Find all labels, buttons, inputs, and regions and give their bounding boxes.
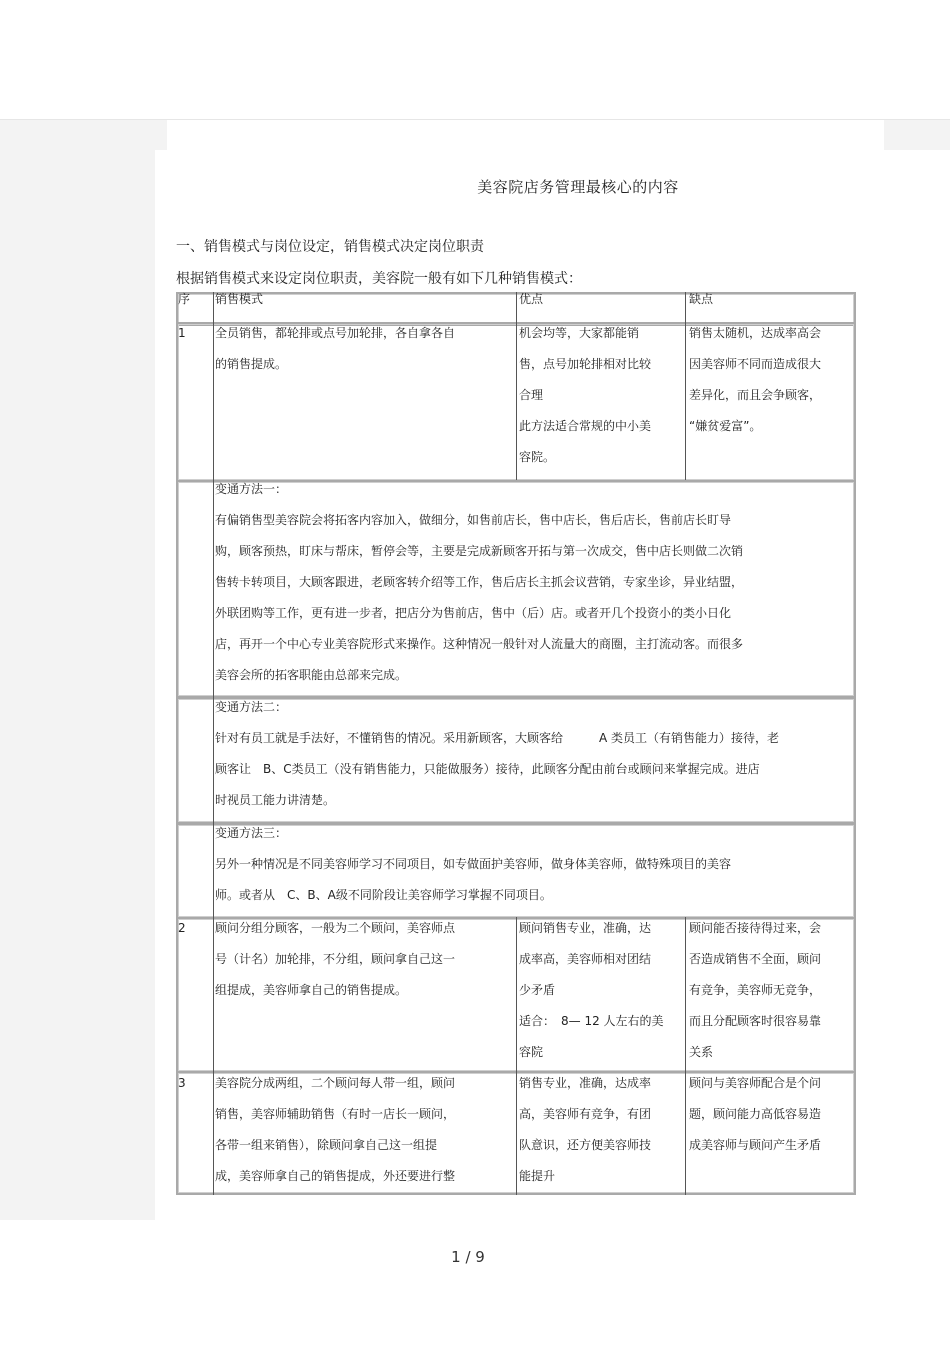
text-line: 差异化，而且会争顾客， bbox=[689, 388, 822, 402]
document-title: 美容院店务管理最核心的内容 bbox=[477, 178, 679, 196]
text-line: 顾客让 B、C类员工（没有销售能力，只能做服务）接待，此顾客分配由前台或顾问来掌握完成。进店 bbox=[215, 762, 760, 776]
variant-1-text bbox=[215, 474, 743, 691]
text-line: 变通方法二： bbox=[215, 700, 288, 714]
row-3-pros-cell bbox=[519, 1068, 651, 1192]
row-2-pros-cell bbox=[519, 913, 664, 1068]
text-line: 成，美容师拿自己的销售提成，外还要进行整 bbox=[215, 1169, 456, 1183]
column-divider bbox=[213, 292, 214, 326]
column-divider bbox=[213, 322, 214, 482]
text-line: 销售，美容师辅助销售（有时一店长一顾问， bbox=[215, 1107, 456, 1121]
row-2-cons-cell bbox=[689, 913, 821, 1068]
text-line: 店，再开一个中心专业美容院形式来操作。这种情况一般针对人流量大的商圈，主打流动客。而很多 bbox=[215, 637, 744, 651]
text-line: 队意识，还方便美容师技 bbox=[519, 1138, 652, 1152]
column-divider bbox=[516, 322, 517, 482]
row-1-no: 1 bbox=[178, 326, 186, 340]
text-line: 时视员工能力讲清楚。 bbox=[215, 793, 336, 807]
text-line: 有竞争，美容师无竞争， bbox=[689, 983, 822, 997]
header-cons: 缺点 bbox=[689, 292, 714, 306]
text-line: 少矛盾 bbox=[519, 983, 556, 997]
text-line: 成美容师与顾问产生矛盾 bbox=[689, 1138, 822, 1152]
column-divider bbox=[213, 917, 214, 1073]
text-line: 容院 bbox=[519, 1045, 544, 1059]
column-divider bbox=[685, 1071, 686, 1195]
text-line: 全员销售，都轮排或点号加轮排，各自拿各自 bbox=[215, 326, 456, 340]
row-3-mode-cell bbox=[215, 1068, 455, 1192]
text-line: 关系 bbox=[689, 1045, 714, 1059]
text-line: 各带一组来销售），除顾问拿自己这一组提 bbox=[215, 1138, 438, 1152]
variant-3-text bbox=[215, 818, 731, 911]
text-line: 因美容师不同而造成很大 bbox=[689, 357, 822, 371]
column-divider bbox=[213, 1071, 214, 1195]
text-line: 而且分配顾客时很容易靠 bbox=[689, 1014, 822, 1028]
column-divider bbox=[516, 1071, 517, 1195]
text-line: 成率高，美容师相对团结 bbox=[519, 952, 652, 966]
text-line: 美容院分成两组，二个顾问每人带一组，顾问 bbox=[215, 1076, 456, 1090]
header-pros: 优点 bbox=[519, 292, 544, 306]
text-line: “嫌贫爱富”。 bbox=[689, 419, 762, 433]
text-line: 购，顾客预热，盯床与帮床，暂停会等，主要是完成新顾客开拓与第一次成交，售中店长则做二次销 bbox=[215, 544, 744, 558]
column-divider bbox=[213, 697, 214, 824]
column-divider bbox=[213, 480, 214, 698]
text-line: 师。或者从 C、B、A级不同阶段让美容师学习掌握不同项目。 bbox=[215, 888, 552, 902]
text-line: 题，顾问能力高低容易造 bbox=[689, 1107, 822, 1121]
row-2-mode-cell bbox=[215, 913, 455, 1006]
intro-paragraph: 根据销售模式来设定岗位职责，美容院一般有如下几种销售模式： bbox=[176, 271, 582, 287]
text-line: 另外一种情况是不同美容师学习不同项目，如专做面护美容师，做身体美容师，做特殊项目的美容 bbox=[215, 857, 732, 871]
text-line: 能提升 bbox=[519, 1169, 556, 1183]
column-divider bbox=[516, 292, 517, 326]
header-mode: 销售模式 bbox=[215, 292, 264, 306]
text-line: 变通方法三： bbox=[215, 826, 288, 840]
viewer-right-margin bbox=[884, 120, 950, 150]
text-line: 合理 bbox=[519, 388, 544, 402]
text-line: 顾问销售专业，准确，达 bbox=[519, 921, 652, 935]
column-divider bbox=[685, 292, 686, 326]
text-line: 否造成销售不全面，顾问 bbox=[689, 952, 822, 966]
text-line: 顾问能否接待得过来，会 bbox=[689, 921, 822, 935]
column-divider bbox=[516, 917, 517, 1073]
text-line: 顾问分组分顾客，一般为二个顾问，美容师点 bbox=[215, 921, 456, 935]
text-line: 销售太随机，达成率高会 bbox=[689, 326, 822, 340]
column-divider bbox=[685, 322, 686, 482]
row-1-cons-cell bbox=[689, 318, 821, 442]
row-3-cons-cell bbox=[689, 1068, 821, 1161]
text-line: 适合： 8— 12 人左右的美 bbox=[519, 1014, 664, 1028]
text-line: 美容会所的拓客职能由总部来完成。 bbox=[215, 668, 408, 682]
text-line: 变通方法一： bbox=[215, 482, 288, 496]
row-3-no: 3 bbox=[178, 1076, 186, 1090]
text-line: 号（计名）加轮排，不分组，顾问拿自己这一 bbox=[215, 952, 456, 966]
text-line: 有偏销售型美容院会将拓客内容加入，做细分，如售前店长，售中店长，售后店长，售前店长盯导 bbox=[215, 513, 732, 527]
text-line: 顾问与美容师配合是个问 bbox=[689, 1076, 822, 1090]
text-line: 销售专业，准确，达成率 bbox=[519, 1076, 652, 1090]
variant-2-text bbox=[215, 692, 779, 816]
text-line: 组提成，美容师拿自己的销售提成。 bbox=[215, 983, 408, 997]
text-line: 此方法适合常规的中小美 bbox=[519, 419, 652, 433]
viewer-left-margin bbox=[0, 120, 155, 1220]
column-divider bbox=[685, 917, 686, 1073]
section-heading: 一、销售模式与岗位设定，销售模式决定岗位职责 bbox=[176, 239, 484, 255]
column-divider bbox=[213, 823, 214, 919]
row-2-no: 2 bbox=[178, 921, 186, 935]
text-line: 外联团购等工作，更有进一步者，把店分为售前店，售中（后）店。或者开几个投资小的类小日化 bbox=[215, 606, 732, 620]
text-line: 的销售提成。 bbox=[215, 357, 288, 371]
text-line: 售转卡转项目，大顾客跟进，老顾客转介绍等工作，售后店长主抓会议营销，专家坐诊，异业结盟， bbox=[215, 575, 744, 589]
row-1-mode-cell bbox=[215, 318, 455, 380]
viewer-left-margin-notch bbox=[155, 120, 167, 152]
text-line: 机会均等，大家都能销 bbox=[519, 326, 640, 340]
header-no: 序 bbox=[178, 292, 191, 306]
text-line: 针对有员工就是手法好，不懂销售的情况。采用新顾客，大顾客给 A 类员工（有销售能力）接待，老 bbox=[215, 731, 780, 745]
page-number: 1 / 9 bbox=[451, 1248, 485, 1266]
text-line: 售，点号加轮排相对比较 bbox=[519, 357, 652, 371]
text-line: 高，美容师有竞争，有团 bbox=[519, 1107, 652, 1121]
text-line: 容院。 bbox=[519, 450, 556, 464]
row-1-pros-cell bbox=[519, 318, 651, 473]
